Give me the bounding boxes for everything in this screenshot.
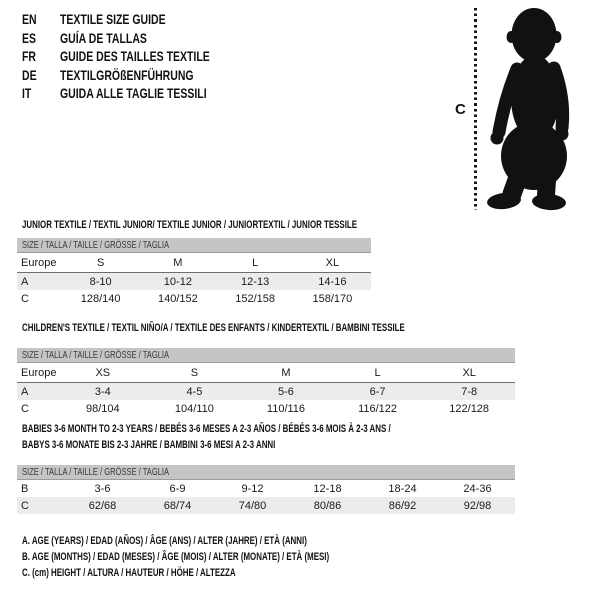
language-label: TEXTILE SIZE GUIDE	[60, 11, 166, 28]
value-cell: 4-5	[186, 385, 203, 398]
toddler-silhouette-icon	[482, 6, 596, 212]
table-title	[22, 217, 487, 233]
size-header-bar	[17, 465, 515, 480]
language-code: ES	[22, 29, 37, 46]
table-row	[17, 273, 371, 290]
table-title	[22, 437, 534, 453]
region-header-cell: Europe	[21, 366, 57, 379]
value-cell: 158/170	[312, 292, 353, 305]
table-row	[17, 290, 371, 307]
height-marker-label: C	[455, 101, 466, 118]
value-cell: 110/116	[266, 402, 306, 415]
row-label-cell: C	[21, 402, 29, 415]
language-label: GUIDA ALLE TAGLIE TESSILI	[60, 85, 207, 102]
table-row	[17, 497, 515, 514]
row-label-cell: C	[21, 292, 29, 305]
language-row	[22, 66, 260, 85]
value-cell: 12-18	[313, 482, 342, 495]
size-header-cell: S	[190, 366, 199, 379]
footnote-c: C. (cm) HEIGHT / ALTURA / HAUTEUR / HÖHE / ALTEZZA	[22, 567, 236, 579]
value-cell: 104/110	[174, 402, 214, 415]
value-cell: 3-4	[94, 385, 111, 398]
size-header-bar-text: SIZE / TALLA / TAILLE / GRÖSSE / TAGLIA	[22, 239, 170, 251]
footnotes-block	[22, 533, 449, 581]
value-cell: 24-36	[463, 482, 492, 495]
value-cell: 14-16	[318, 275, 347, 288]
size-header-bar	[17, 238, 371, 253]
size-header-cell: XL	[462, 366, 476, 379]
language-code: EN	[22, 11, 37, 28]
language-row	[22, 47, 260, 66]
value-cell: 18-24	[388, 482, 417, 495]
children-textile-table-section	[17, 320, 554, 417]
value-cell: 6-9	[169, 482, 186, 495]
table-row	[17, 383, 515, 400]
language-label: GUIDE DES TAILLES TEXTILE	[60, 48, 210, 65]
babies-textile-table-section	[17, 421, 534, 514]
size-header-cell: M	[281, 366, 291, 379]
table-title-text: JUNIOR TEXTILE / TEXTIL JUNIOR/ TEXTILE JUNIOR / JUNIORTEXTIL / JUNIOR TESSILE	[22, 219, 358, 231]
value-cell: 12-13	[241, 275, 270, 288]
value-cell: 6-7	[369, 385, 386, 398]
language-row	[22, 10, 260, 29]
value-cell: 9-12	[241, 482, 264, 495]
value-cell: 92/98	[463, 499, 492, 512]
value-cell: 128/140	[80, 292, 121, 305]
value-cell: 68/74	[163, 499, 192, 512]
language-title-block	[22, 10, 260, 103]
table-title-text: BABIES 3-6 MONTH TO 2-3 YEARS / BEBÉS 3-6 MESES A 2-3 AÑOS / BÉBÉS 3-6 MOIS À 2-3 ANS /	[22, 423, 391, 435]
size-header-bar	[17, 348, 515, 363]
row-label-cell: A	[21, 385, 29, 398]
language-label: GUÍA DE TALLAS	[60, 29, 147, 46]
table-title-text: CHILDREN'S TEXTILE / TEXTIL NIÑO/A / TEXTILE DES ENFANTS / KINDERTEXTIL / BAMBINI TESSILE	[22, 322, 405, 334]
value-cell: 86/92	[388, 499, 417, 512]
value-cell: 10-12	[163, 275, 192, 288]
value-cell: 74/80	[238, 499, 267, 512]
value-cell: 8-10	[89, 275, 112, 288]
size-table	[17, 465, 515, 514]
value-cell: 122/128	[449, 402, 490, 415]
value-cell: 80/86	[313, 499, 342, 512]
size-header-cell: S	[96, 256, 105, 269]
value-cell: 140/152	[157, 292, 198, 305]
value-cell: 116/122	[358, 402, 398, 415]
size-header-cell: L	[252, 256, 259, 269]
table-title-text: BABYS 3-6 MONATE BIS 2-3 JAHRE / BAMBINI 3-6 MESI A 2-3 ANNI	[22, 439, 276, 451]
size-header-bar-text: SIZE / TALLA / TAILLE / GRÖSSE / TAGLIA	[22, 349, 170, 361]
region-header-cell: Europe	[21, 256, 57, 269]
column-header-row	[17, 363, 515, 383]
value-cell: 5-6	[278, 385, 294, 398]
column-header-row	[17, 253, 371, 273]
language-code: IT	[22, 85, 32, 102]
value-cell: 62/68	[88, 499, 117, 512]
language-row	[22, 29, 260, 48]
size-header-bar-text: SIZE / TALLA / TAILLE / GRÖSSE / TAGLIA	[22, 466, 170, 478]
table-row	[17, 480, 515, 497]
value-cell: 98/104	[85, 402, 120, 415]
size-table	[17, 348, 515, 417]
value-cell: 7-8	[461, 385, 478, 398]
junior-textile-table-section	[17, 217, 487, 307]
row-label-cell: A	[21, 275, 29, 288]
table-row	[17, 400, 515, 417]
value-cell: 152/158	[235, 292, 275, 305]
row-label-cell: B	[21, 482, 29, 495]
size-header-cell: L	[374, 366, 381, 379]
size-header-cell: XS	[95, 366, 111, 379]
size-table	[17, 238, 371, 307]
table-title	[22, 320, 554, 336]
table-title	[22, 421, 534, 437]
language-code: FR	[22, 48, 37, 65]
language-label: TEXTILGRÖßENFÜHRUNG	[60, 66, 194, 83]
size-header-cell: M	[173, 256, 183, 269]
size-header-cell: XL	[325, 256, 340, 269]
row-label-cell: C	[21, 499, 29, 512]
language-code: DE	[22, 66, 37, 83]
footnote-a: A. AGE (YEARS) / EDAD (AÑOS) / ÂGE (ANS) / ALTER (JAHRE) / ETÀ (ANNI)	[22, 535, 307, 547]
footnote-b: B. AGE (MONTHS) / EDAD (MESES) / ÂGE (MOIS) / ALTER (MONATE) / ETÀ (MESI)	[22, 551, 330, 563]
value-cell: 3-6	[94, 482, 111, 495]
language-row	[22, 84, 260, 103]
height-marker-line	[474, 8, 477, 210]
